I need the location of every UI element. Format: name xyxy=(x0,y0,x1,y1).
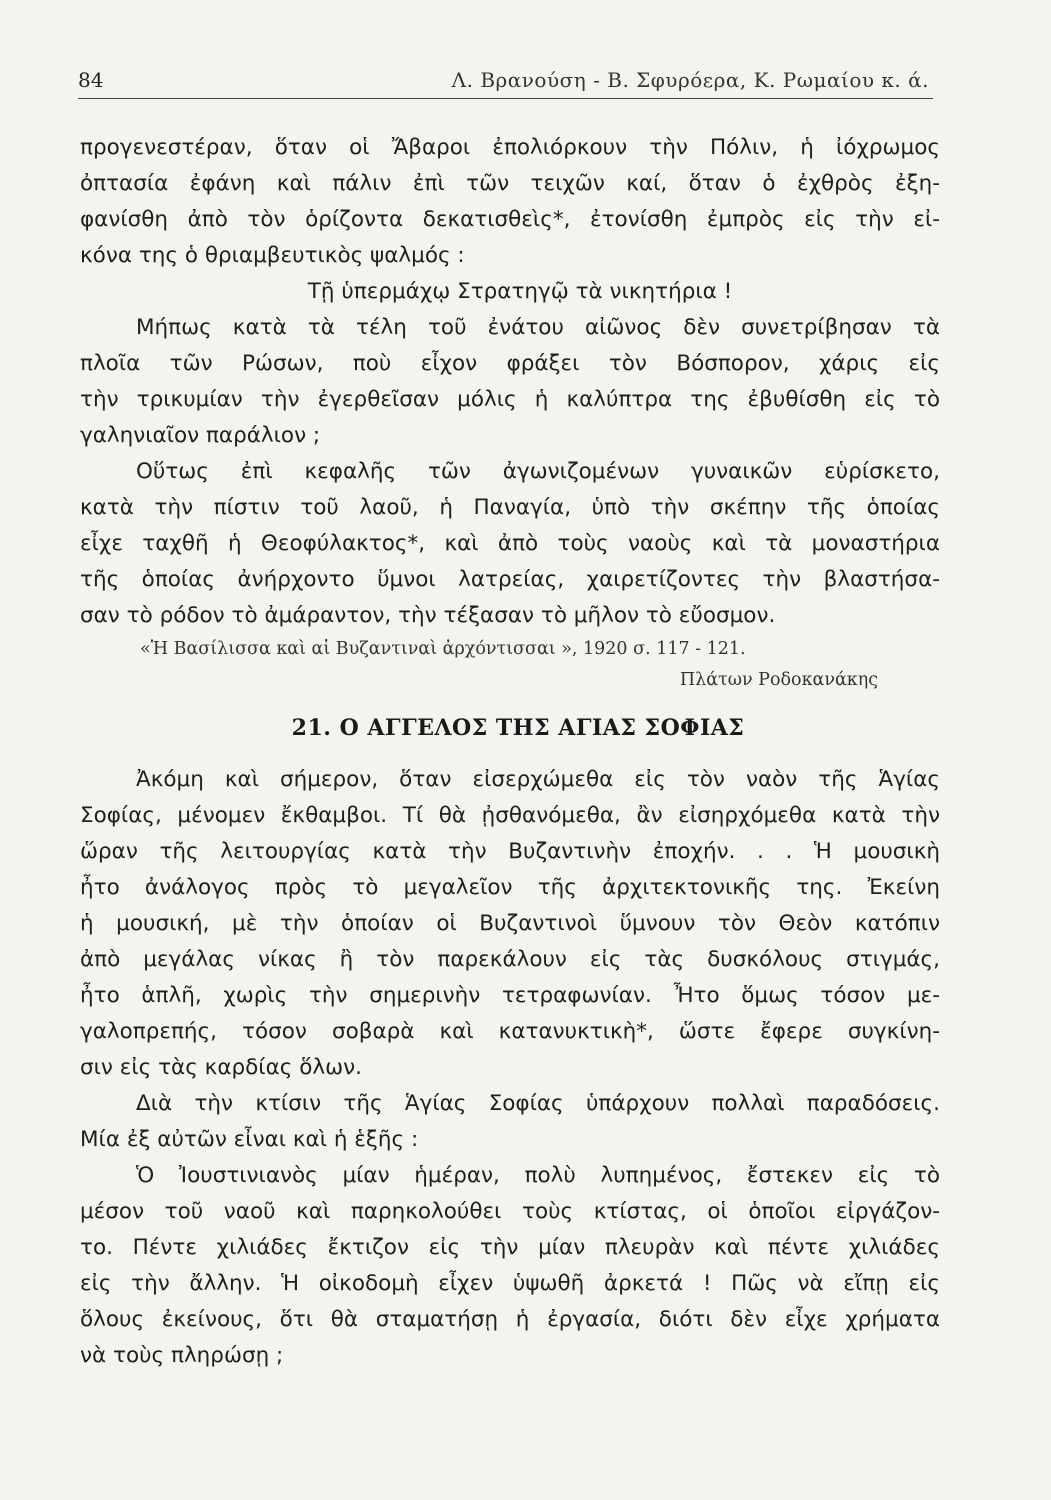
text-line: ὥραν τῆς λειτουργίας κατὰ τὴν Βυζαντινὴν ἐποχήν. . . Ἡ μουσικὴ xyxy=(80,839,940,864)
text-line: γαλοπρεπής, τόσον σοβαρὰ καὶ κατανυκτικὴ*, ὥστε ἔφερε συγκίνη- xyxy=(80,1019,940,1044)
text-line: σιν εἰς τὰς καρδίας ὅλων. xyxy=(80,1055,362,1080)
text-line: νὰ τοὺς πληρώσῃ ; xyxy=(80,1343,284,1368)
text-line: Ὁ Ἰουστινιανὸς μίαν ἡμέραν, πολὺ λυπημένος, ἔστεκεν εἰς τὸ xyxy=(136,1163,940,1188)
text-line: εἶχε ταχθῆ ἡ Θεοφύλακτος*, καὶ ἀπὸ τοὺς ναοὺς καὶ τὰ μοναστήρια xyxy=(80,531,940,556)
text-line: ἀπὸ μεγάλας νίκας ἢ τὸν παρεκάλουν εἰς τὰς δυσκόλους στιγμάς, xyxy=(80,947,940,972)
text-line: Μήπως κατὰ τὰ τέλη τοῦ ἐνάτου αἰῶνος δὲν συνετρίβησαν τὰ xyxy=(136,315,940,340)
running-title: Λ. Βρανούση - Β. Σφυρόερα, Κ. Ρωμαίου κ. ά. xyxy=(451,68,929,92)
text-line: τὴν τρικυμίαν τὴν ἐγερθεῖσαν μόλις ἡ καλύπτρα της ἐβυθίσθη εἰς τὸ xyxy=(80,387,940,412)
text-line: ὅλους ἐκείνους, ὅτι θὰ σταματήσῃ ἡ ἐργασία, διότι δὲν εἶχε χρήματα xyxy=(80,1307,940,1332)
text-line: ἦτο ἁπλῆ, χωρὶς τὴν σημερινὴν τετραφωνίαν. Ἦτο ὅμως τόσον με- xyxy=(80,983,940,1008)
text-line: πλοῖα τῶν Ρώσων, ποὺ εἶχον φράξει τὸν Βόσπορον, χάρις εἰς xyxy=(80,351,940,376)
text-line: το. Πέντε χιλιάδες ἔκτιζον εἰς τὴν μίαν πλευρὰν καὶ πέντε χιλιάδες xyxy=(80,1235,940,1260)
page-number: 84 xyxy=(78,68,104,92)
text-line: φανίσθη ἀπὸ τὸν ὁρίζοντα δεκατισθεὶς*, ἐτονίσθη ἐμπρὸς εἰς τὴν εἰ- xyxy=(80,207,940,232)
text-line: κατὰ τὴν πίστιν τοῦ λαοῦ, ἡ Παναγία, ὑπὸ τὴν σκέπην τῆς ὁποίας xyxy=(80,495,940,520)
author-name: Πλάτων Ροδοκανάκης xyxy=(679,670,878,690)
text-line: Μία ἐξ αὐτῶν εἶναι καὶ ἡ ἑξῆς : xyxy=(80,1127,419,1152)
text-line: προγενεστέραν, ὅταν οἱ Ἄβαροι ἐπολιόρκουν τὴν Πόλιν, ἡ ἰόχρωμος xyxy=(80,135,940,160)
page-body xyxy=(80,130,940,1374)
text-line: ἦτο ἀνάλογος πρὸς τὸ μεγαλεῖον τῆς ἀρχιτεκτονικῆς της. Ἐκείνη xyxy=(80,875,940,900)
text-line: σαν τὸ ρόδον τὸ ἀμάραντον, τὴν τέξασαν τὸ μῆλον τὸ εὔοσμον. xyxy=(80,603,776,628)
source-citation: «Ἡ Βασίλισσα καὶ αἱ Βυζαντιναὶ ἀρχόντισσαι », 1920 σ. 117 - 121. xyxy=(140,639,746,659)
page-header xyxy=(78,60,933,99)
section-heading: 21. Ο ΑΓΓΕΛΟΣ ΤΗΣ ΑΓΙΑΣ ΣΟΦΙΑΣ xyxy=(291,715,745,741)
text-line: μέσον τοῦ ναοῦ καὶ παρηκολούθει τοὺς κτίστας, οἱ ὁποῖοι εἰργάζον- xyxy=(80,1199,940,1224)
text-line: ὀπτασία ἐφάνη καὶ πάλιν ἐπὶ τῶν τειχῶν καί, ὅταν ὁ ἐχθρὸς ἐξη- xyxy=(80,171,940,196)
text-line: εἰς τὴν ἄλλην. Ἡ οἰκοδομὴ εἶχεν ὑψωθῆ ἀρκετά ! Πῶς νὰ εἴπῃ εἰς xyxy=(80,1271,940,1296)
text-line: Οὕτως ἐπὶ κεφαλῆς τῶν ἀγωνιζομένων γυναικῶν εὑρίσκετο, xyxy=(136,459,940,484)
text-line: Ἀκόμη καὶ σήμερον, ὅταν εἰσερχώμεθα εἰς τὸν ναὸν τῆς Ἁγίας xyxy=(136,767,940,792)
text-line: Διὰ τὴν κτίσιν τῆς Ἁγίας Σοφίας ὑπάρχουν πολλαὶ παραδόσεις. xyxy=(136,1091,940,1116)
text-line: κόνα της ὁ θριαμβευτικὸς ψαλμός : xyxy=(80,243,465,268)
text-line: Σοφίας, μένομεν ἔκθαμβοι. Τί θὰ ᾐσθανόμεθα, ἂν εἰσηρχόμεθα κατὰ τὴν xyxy=(80,803,940,828)
hymn-line: Τῇ ὑπερμάχῳ Στρατηγῷ τὰ νικητήρια ! xyxy=(307,279,733,304)
text-line: ἡ μουσική, μὲ τὴν ὁποίαν οἱ Βυζαντινοὶ ὕμνουν τὸν Θεὸν κατόπιν xyxy=(80,911,940,936)
text-line: τῆς ὁποίας ἀνήρχοντο ὕμνοι λατρείας, χαιρετίζοντες τὴν βλαστήσα- xyxy=(80,567,940,592)
text-line: γαληνιαῖον παράλιον ; xyxy=(80,423,321,448)
